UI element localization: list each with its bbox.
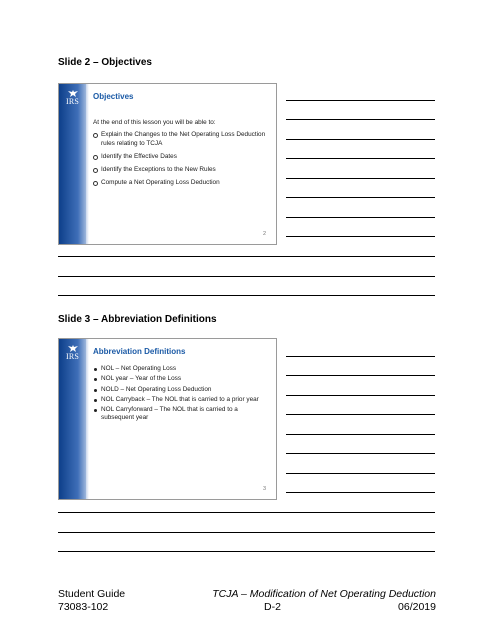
list-item: NOL year – Year of the Loss	[93, 375, 270, 383]
list-item: Identify the Effective Dates	[93, 153, 270, 161]
note-line	[58, 295, 435, 296]
note-line	[286, 434, 435, 435]
slide-number: 2	[262, 231, 266, 237]
note-line	[286, 492, 435, 493]
note-line	[286, 139, 435, 140]
list-item: NOL Carryforward – The NOL that is carried to a subsequent year	[93, 406, 270, 423]
list-item: Compute a Net Operating Loss Deduction	[93, 179, 270, 187]
note-line	[58, 532, 435, 533]
footer-date: 06/2019	[398, 601, 436, 613]
list-item: Identify the Exceptions to the New Rules	[93, 166, 270, 174]
note-line	[286, 217, 435, 218]
note-line	[286, 356, 435, 357]
slide-title: Objectives	[93, 92, 134, 101]
irs-logo-text: IRS	[65, 97, 80, 106]
footer-course-number: 73083-102	[58, 601, 109, 613]
note-line	[58, 551, 435, 552]
abbreviation-list	[93, 365, 270, 423]
list-item: Explain the Changes to the Net Operating Loss Deduction rules relating to TCJA	[93, 131, 270, 148]
slide-sidebar	[59, 339, 86, 499]
footer-guide-label: Student Guide	[58, 588, 126, 600]
section-heading-slide-2: Slide 2 – Objectives	[58, 57, 152, 68]
footer-page-number: D-2	[264, 601, 281, 613]
irs-logo	[62, 89, 83, 111]
list-item: NOL Carryback – The NOL that is carried to a prior year	[93, 396, 270, 404]
list-item: NOLD – Net Operating Loss Deduction	[93, 386, 270, 394]
note-line	[286, 197, 435, 198]
footer-document-title: TCJA – Modification of Net Operating Deduction	[212, 588, 436, 600]
section-heading-slide-3: Slide 3 – Abbreviation Definitions	[58, 314, 217, 325]
objectives-list	[93, 131, 270, 187]
slide-thumbnail-abbreviations	[58, 338, 277, 500]
slide-intro: At the end of this lesson you will be able to:	[93, 119, 216, 126]
note-line	[58, 512, 435, 513]
note-line	[286, 375, 435, 376]
irs-logo-text: IRS	[65, 352, 80, 361]
slide-title: Abbreviation Definitions	[93, 347, 186, 356]
note-line	[286, 453, 435, 454]
note-line	[286, 100, 435, 101]
note-line	[286, 178, 435, 179]
slide-sidebar	[59, 84, 86, 244]
note-line	[286, 236, 435, 237]
note-line	[286, 158, 435, 159]
slide-thumbnail-objectives	[58, 83, 277, 245]
note-line	[286, 473, 435, 474]
slide-number: 3	[262, 486, 266, 492]
slide-body	[93, 119, 270, 193]
irs-logo	[62, 344, 83, 366]
note-line	[58, 256, 435, 257]
note-line	[286, 414, 435, 415]
slide-body	[93, 365, 270, 425]
note-line	[58, 276, 435, 277]
note-line	[286, 119, 435, 120]
note-line	[286, 395, 435, 396]
list-item: NOL – Net Operating Loss	[93, 365, 270, 373]
